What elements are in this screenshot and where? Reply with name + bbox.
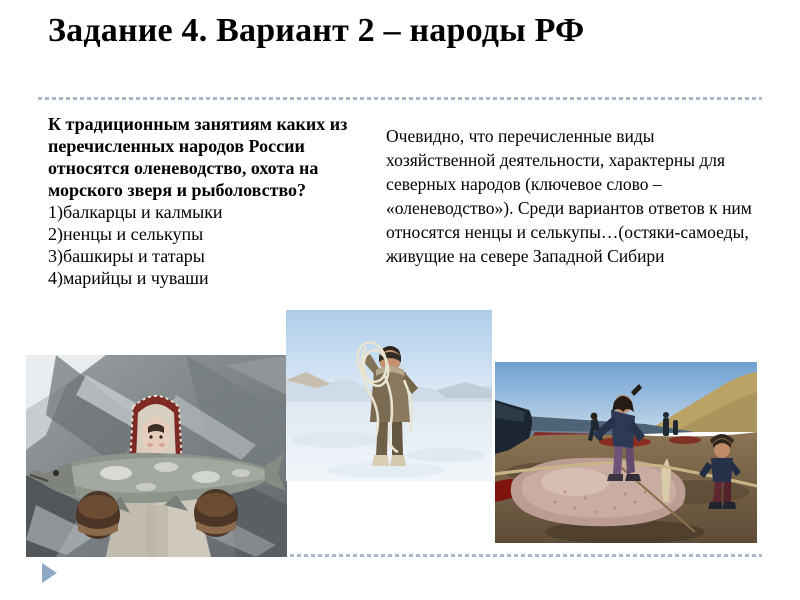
answer-option-3: 3)башкиры и татары bbox=[48, 246, 205, 266]
top-divider bbox=[38, 97, 762, 100]
answer-option-2: 2)ненцы и селькупы bbox=[48, 224, 204, 244]
answer-option-4: 4)марийцы и чуваши bbox=[48, 268, 209, 288]
question-block bbox=[48, 113, 382, 289]
answer-option-1: 1)балкарцы и калмыки bbox=[48, 202, 223, 222]
explanation-text: Очевидно, что перечисленные виды хозяйственной деятельности, характерны для северных народов (ключевое слово – «оленеводство»). Среди вариантов ответов к ним относятся ненцы и селькупы…(остяки-самоеды, живущие на севере Западной Сибири bbox=[386, 126, 752, 266]
photo-child-with-fish bbox=[26, 355, 287, 557]
slide-title: Задание 4. Вариант 2 – народы РФ bbox=[48, 12, 585, 49]
photo-children-sea-hunt bbox=[495, 362, 757, 543]
question-text: К традиционным занятиям каких из перечисленных народов России относятся оленеводство, охота на морского зверя и рыболовство? bbox=[48, 114, 348, 200]
photo-boy-with-lasso bbox=[286, 310, 492, 481]
triangle-right-icon bbox=[42, 563, 57, 583]
